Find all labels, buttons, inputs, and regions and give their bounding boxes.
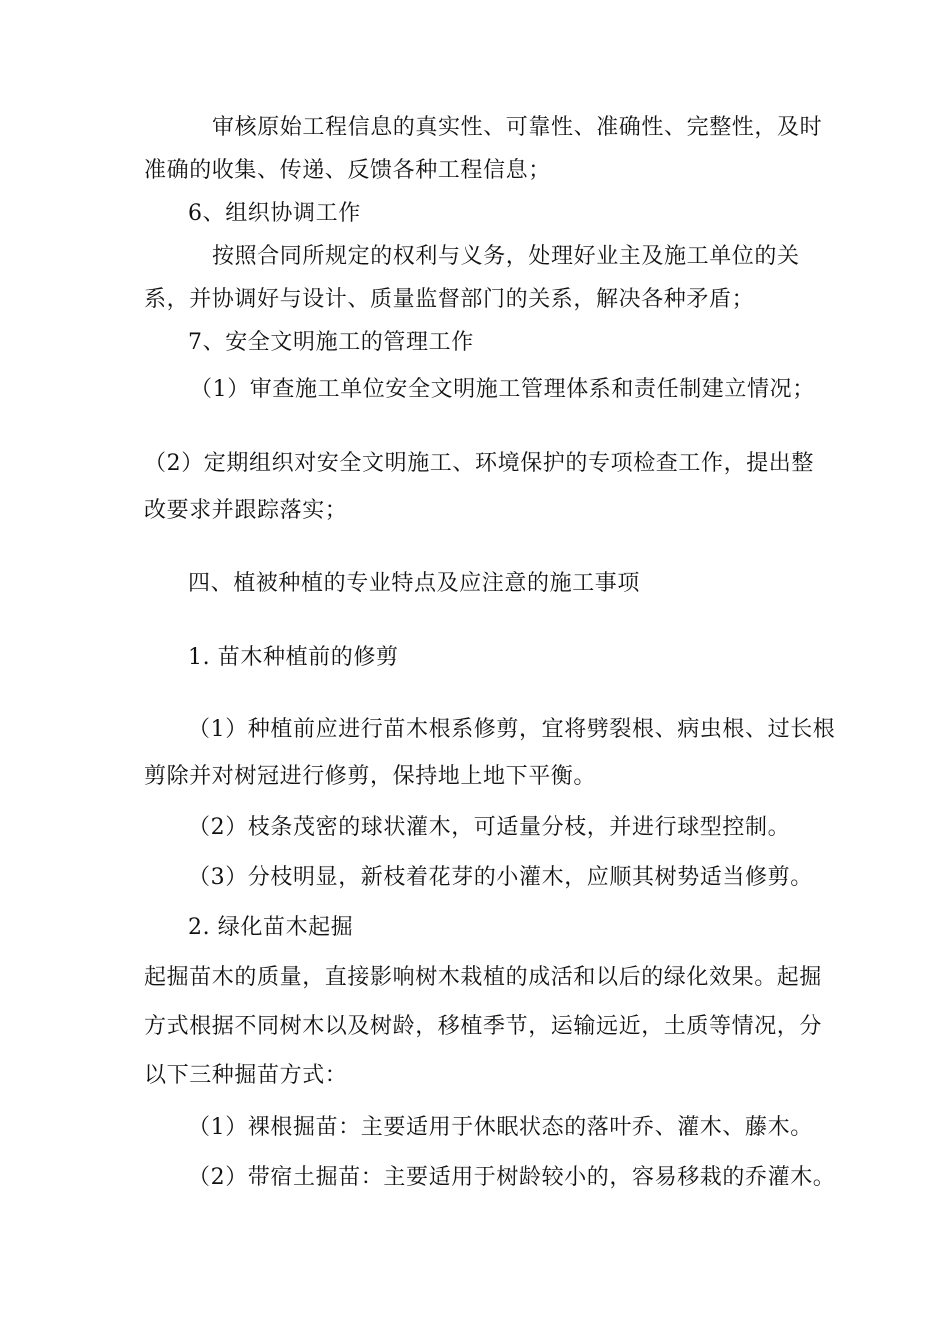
- paragraph-line: 起掘苗木的质量，直接影响树木栽植的成活和以后的绿化效果。起掘: [144, 965, 823, 990]
- paragraph-line: 按照合同所规定的权利与义务，处理好业主及施工单位的关: [212, 244, 800, 269]
- paragraph-line: 准确的收集、传递、反馈各种工程信息；: [144, 158, 551, 183]
- paragraph-line: 改要求并跟踪落实；: [144, 498, 348, 523]
- list-item: （3）分枝明显，新枝着花芽的小灌木，应顺其树势适当修剪。: [188, 865, 813, 890]
- paragraph-line: 方式根据不同树木以及树龄，移植季节，运输远近，土质等情况，分: [144, 1014, 823, 1039]
- section-heading: 6、组织协调工作: [188, 201, 361, 226]
- section-heading: 7、安全文明施工的管理工作: [188, 330, 474, 355]
- list-item: （1）审查施工单位安全文明施工管理体系和责任制建立情况；: [190, 377, 815, 402]
- list-item: （2）带宿土掘苗：主要适用于树龄较小的，容易移栽的乔灌木。: [188, 1165, 836, 1190]
- list-item: （2）枝条茂密的球状灌木，可适量分枝，并进行球型控制。: [188, 815, 791, 840]
- paragraph-line: 以下三种掘苗方式：: [144, 1063, 348, 1088]
- subsection-heading: 2. 绿化苗木起掘: [188, 915, 354, 940]
- paragraph-line: 审核原始工程信息的真实性、可靠性、准确性、完整性，及时: [212, 115, 823, 140]
- subsection-heading: 1. 苗木种植前的修剪: [188, 645, 399, 670]
- list-item: （1）种植前应进行苗木根系修剪，宜将劈裂根、病虫根、过长根: [188, 717, 836, 742]
- paragraph-line: 系，并协调好与设计、质量监督部门的关系，解决各种矛盾；: [144, 287, 755, 312]
- chapter-heading: 四、植被种植的专业特点及应注意的施工事项: [188, 571, 641, 596]
- list-item: （2）定期组织对安全文明施工、环境保护的专项检查工作，提出整: [144, 451, 814, 476]
- paragraph-line: 剪除并对树冠进行修剪，保持地上地下平衡。: [144, 764, 597, 789]
- list-item: （1）裸根掘苗：主要适用于休眠状态的落叶乔、灌木、藤木。: [188, 1115, 813, 1140]
